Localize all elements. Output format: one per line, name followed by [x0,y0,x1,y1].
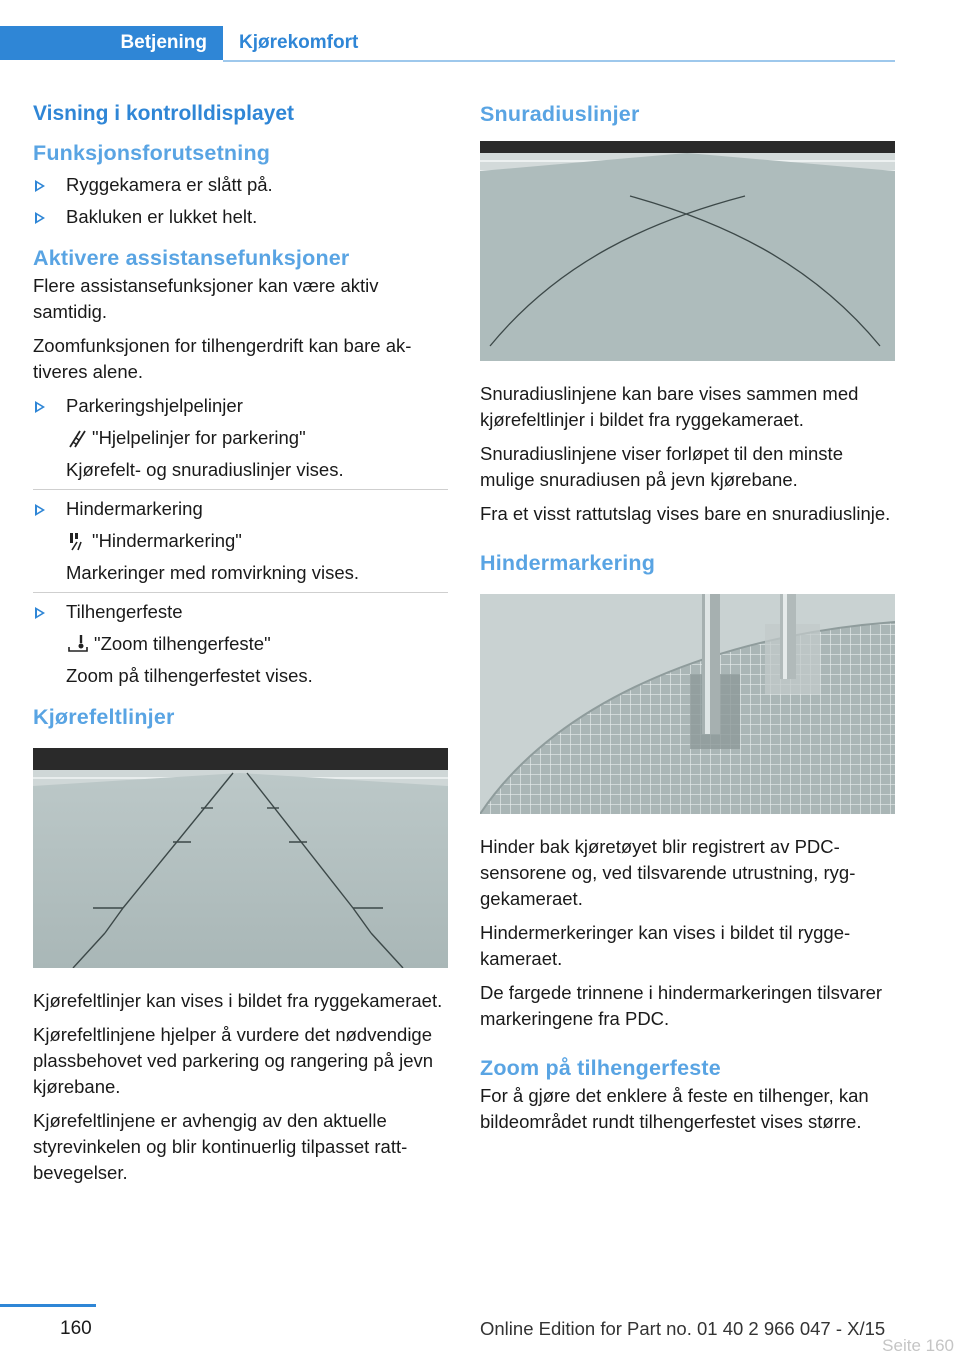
turn-paragraph-2: Snuradiuslinjene viser forløpet til den minste mulige snuradiusen på jevn kjørebane. [480,443,843,491]
menu-item-label: "Zoom tilhengerfeste" [94,633,271,655]
header-rule [223,60,895,62]
lanes-paragraph-1: Kjørefeltlinjer kan vises i bildet fra ryggekameraet. [33,990,443,1012]
lane-lines-image [33,748,448,968]
footer-rule [0,1304,96,1307]
lanes-paragraph-2: Kjørefeltlinjene hjelper å vurdere det nødvendige plassbehovet ved parkering og rangering på jevn kjørebane. [33,1024,434,1098]
menu-item-label: "Hindermarkering" [92,530,242,552]
bullet-triangle-icon [35,607,45,619]
obstacle-marking-icon [66,530,88,552]
tab-betjening[interactable]: Betjening [0,26,223,60]
function-result: Markeringer med romvirkning vises. [66,562,360,584]
trailer-hitch-icon [66,633,90,655]
turn-paragraph-1: Snuradiuslinjene kan bare vises sammen med kjørefeltlinjer i bildet fra ryggekameraet. [480,383,859,431]
menu-item-label: "Hjelpelinjer for parkering" [92,427,306,449]
function-result: Kjørefelt- og snuradiuslinjer vises. [66,459,344,481]
divider [33,489,448,490]
assist-heading: Aktivere assistansefunksjoner [33,246,350,271]
function-result: Zoom på tilhengerfestet vises. [66,665,313,687]
obstacle-heading: Hindermarkering [480,551,656,576]
bullet-triangle-icon [35,212,45,224]
page-number: 160 [60,1318,92,1339]
list-item [33,496,448,586]
obstacle-marking-image [480,594,895,814]
list-item [33,204,448,230]
zoom-paragraph-1: For å gjøre det enklere å feste en tilhenger, kan bildeområdet rundt tilhengerfestet vises større. [480,1085,869,1133]
assist-paragraph-2: Zoomfunksjonen for tilhengerdrift kan bare aktiveres alene. [33,335,412,383]
edition-text: Online Edition for Part no. 01 40 2 966 047 - X/15 [480,1318,886,1339]
turn-paragraph-3: Fra et visst rattutslag vises bare en snuradiuslinje. [480,503,891,525]
zoom-heading: Zoom på tilhengerfeste [480,1056,721,1081]
watermark: Seite 160 [882,1336,954,1355]
parking-lines-icon [66,427,88,449]
turn-radius-heading: Snuradiuslinjer [480,102,640,126]
section-title: Visning i kontrolldisplayet [33,102,294,125]
list-item [33,393,448,483]
left-column [33,100,448,1194]
turn-radius-image [480,141,895,361]
tab-kjorekomfort[interactable]: Kjørekomfort [239,32,359,53]
list-item-text: Ryggekamera er slått på. [66,174,273,196]
obstacle-paragraph-2: Hindermerkeringer kan vises i bildet til ryggekameraet. [480,922,851,970]
list-item [33,599,448,689]
functions-list [33,393,448,689]
obstacle-paragraph-1: Hinder bak kjøretøyet blir registrert av PDC-sensorene og, ved tilsvarende utrustning, ryggekameraet. [480,836,856,910]
divider [33,592,448,593]
bullet-triangle-icon [35,504,45,516]
requirements-list [33,172,448,230]
lanes-paragraph-3: Kjørefeltlinjene er avhengig av den aktuelle styrevinkelen og blir kontinuerlig tilpasset rattbevegelser. [33,1110,408,1184]
right-column [480,100,895,1143]
requirements-heading: Funksjonsforutsetning [33,141,271,166]
list-item-text: Bakluken er lukket helt. [66,206,258,228]
function-title: Parkeringshjelpelinjer [66,395,243,417]
lanes-heading: Kjørefeltlinjer [33,705,175,730]
function-title: Hindermarkering [66,498,203,520]
bullet-triangle-icon [35,180,45,192]
bullet-triangle-icon [35,401,45,413]
obstacle-paragraph-3: De fargede trinnene i hindermarkeringen tilsvarer markeringene fra PDC. [480,982,883,1030]
chapter-header [0,26,895,62]
assist-paragraph-1: Flere assistansefunksjoner kan være aktiv samtidig. [33,275,379,323]
list-item [33,172,448,198]
function-title: Tilhengerfeste [66,601,183,623]
